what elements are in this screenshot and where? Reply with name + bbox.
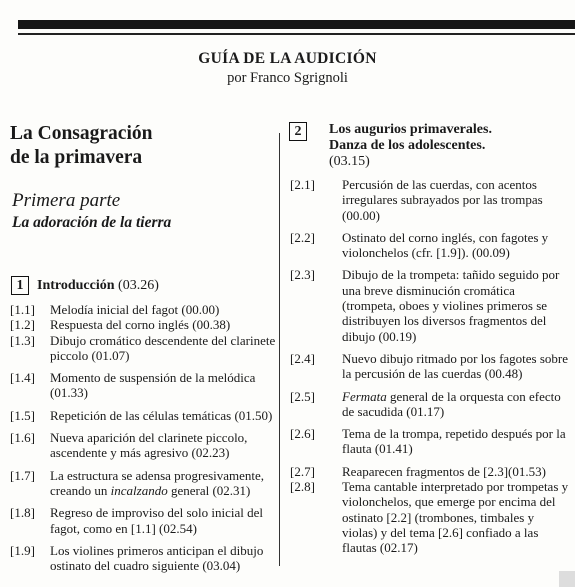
list-item xyxy=(10,408,280,423)
item-text-after: general (02.31) xyxy=(167,482,251,498)
part-subtitle: La adoración de la tierra xyxy=(12,214,172,231)
section-2-title-line-2: Danza de los adolescentes. xyxy=(329,138,486,153)
section-2-heading xyxy=(289,122,564,170)
item-text: Dibujo cromático descendente del clarinete piccolo (01.07) xyxy=(50,332,276,363)
item-text: Nuevo dibujo ritmado por los fagotes sobre la percusión de las cuerdas (00.48) xyxy=(342,350,569,382)
item-ref: [2.4] xyxy=(290,350,315,366)
list-item xyxy=(290,267,570,343)
item-text: Los violines primeros anticipan el dibujo ostinato del cuadro siguiente (03.04) xyxy=(50,542,264,574)
item-text: Repetición de las células temáticas (01.50) xyxy=(50,407,273,423)
page-corner xyxy=(559,571,575,587)
list-item xyxy=(290,479,570,555)
item-ref: [2.8] xyxy=(290,479,315,495)
work-title-line-2: de la primavera xyxy=(10,147,143,168)
item-text-before: La estructura se adensa progresivamente, creando un xyxy=(50,467,265,498)
item-ref: [2.3] xyxy=(290,267,315,283)
list-item xyxy=(290,177,570,223)
item-text: Regreso de improviso del solo inicial del fagot, como en [1.1] (02.54) xyxy=(50,505,264,536)
part-title: Primera parte xyxy=(12,190,121,211)
list-item xyxy=(10,430,280,461)
section-1-title: Introducción xyxy=(37,278,115,293)
list-item xyxy=(290,389,570,420)
item-ref: [2.6] xyxy=(290,426,315,442)
item-text-emphasis: Fermata xyxy=(342,388,387,404)
list-item xyxy=(10,333,280,364)
section-2-number: 2 xyxy=(289,122,307,141)
list-item xyxy=(290,426,570,457)
item-text: Ostinato del corno inglés, con fagotes y violonchelos (cfr. [1.9]). (00.09) xyxy=(342,229,549,261)
list-item xyxy=(10,302,280,317)
item-text: Reaparecen fragmentos de [2.3](01.53) xyxy=(342,463,546,479)
top-rule-thick xyxy=(18,20,575,29)
list-item xyxy=(10,505,280,536)
item-text: Tema de la trompa, repetido después por la flauta (01.41) xyxy=(342,426,566,457)
list-item xyxy=(10,370,280,401)
item-text: Momento de suspensión de la melódica (01.33) xyxy=(50,370,256,401)
section-1-time: (03.26) xyxy=(118,278,159,293)
item-text: Melodía inicial del fagot (00.00) xyxy=(50,302,220,317)
item-ref: [2.5] xyxy=(290,388,315,404)
section-1-heading xyxy=(11,276,159,295)
section-2-time: (03.15) xyxy=(329,154,370,169)
item-ref: [1.6] xyxy=(10,430,35,446)
section-2-title-line-1: Los augurios primaverales. xyxy=(329,122,492,137)
item-ref: [2.1] xyxy=(290,177,315,192)
item-ref: [1.4] xyxy=(10,370,35,386)
item-ref: [1.7] xyxy=(10,467,35,483)
top-rule-thin xyxy=(18,33,575,35)
item-text: Respuesta del corno inglés (00.38) xyxy=(50,317,231,333)
item-ref: [1.3] xyxy=(10,332,35,348)
guide-author: por Franco Sgrignoli xyxy=(227,70,348,86)
section-1-number: 1 xyxy=(11,276,29,295)
work-title xyxy=(10,122,152,170)
item-text: Tema cantable interpretado por trompetas y violonchelos, que emerge por encima del ostinato [2.2] (trombones, timbales y violas) y del tema [2.6] confiado a las flautas (02.17) xyxy=(342,479,569,556)
item-ref: [1.8] xyxy=(10,505,35,521)
guide-title: GUÍA DE LA AUDICIÓN xyxy=(198,50,377,67)
item-text-after: general de la orquesta con efecto de sacudida (01.17) xyxy=(342,388,561,419)
item-text-emphasis: incalzando xyxy=(110,482,168,498)
list-item xyxy=(10,543,280,574)
item-ref: [1.9] xyxy=(10,542,35,558)
list-item xyxy=(290,351,570,382)
item-ref: [1.1] xyxy=(10,302,35,317)
item-ref: [1.5] xyxy=(10,407,35,423)
item-text: Percusión de las cuerdas, con acentos irregulares subrayados por las trompas (00.00) xyxy=(342,177,543,223)
list-item xyxy=(290,464,570,479)
item-ref: [2.2] xyxy=(290,229,315,245)
list-item xyxy=(10,317,280,332)
item-text: Dibujo de la trompeta: tañido seguido por una breve disminución cromática (trompeta, oboes y violines primeros se distribuyen los diversos fragmentos del dibujo (00.19) xyxy=(342,267,560,344)
list-item xyxy=(10,468,280,499)
item-ref: [1.2] xyxy=(10,317,35,333)
item-text: Nueva aparición del clarinete piccolo, ascendente y más agresivo (02.23) xyxy=(50,430,248,461)
section-2-list xyxy=(290,177,570,556)
list-item xyxy=(290,230,570,261)
work-title-line-1: La Consagración xyxy=(10,123,153,144)
item-ref: [2.7] xyxy=(290,463,315,479)
section-1-list xyxy=(10,302,280,573)
